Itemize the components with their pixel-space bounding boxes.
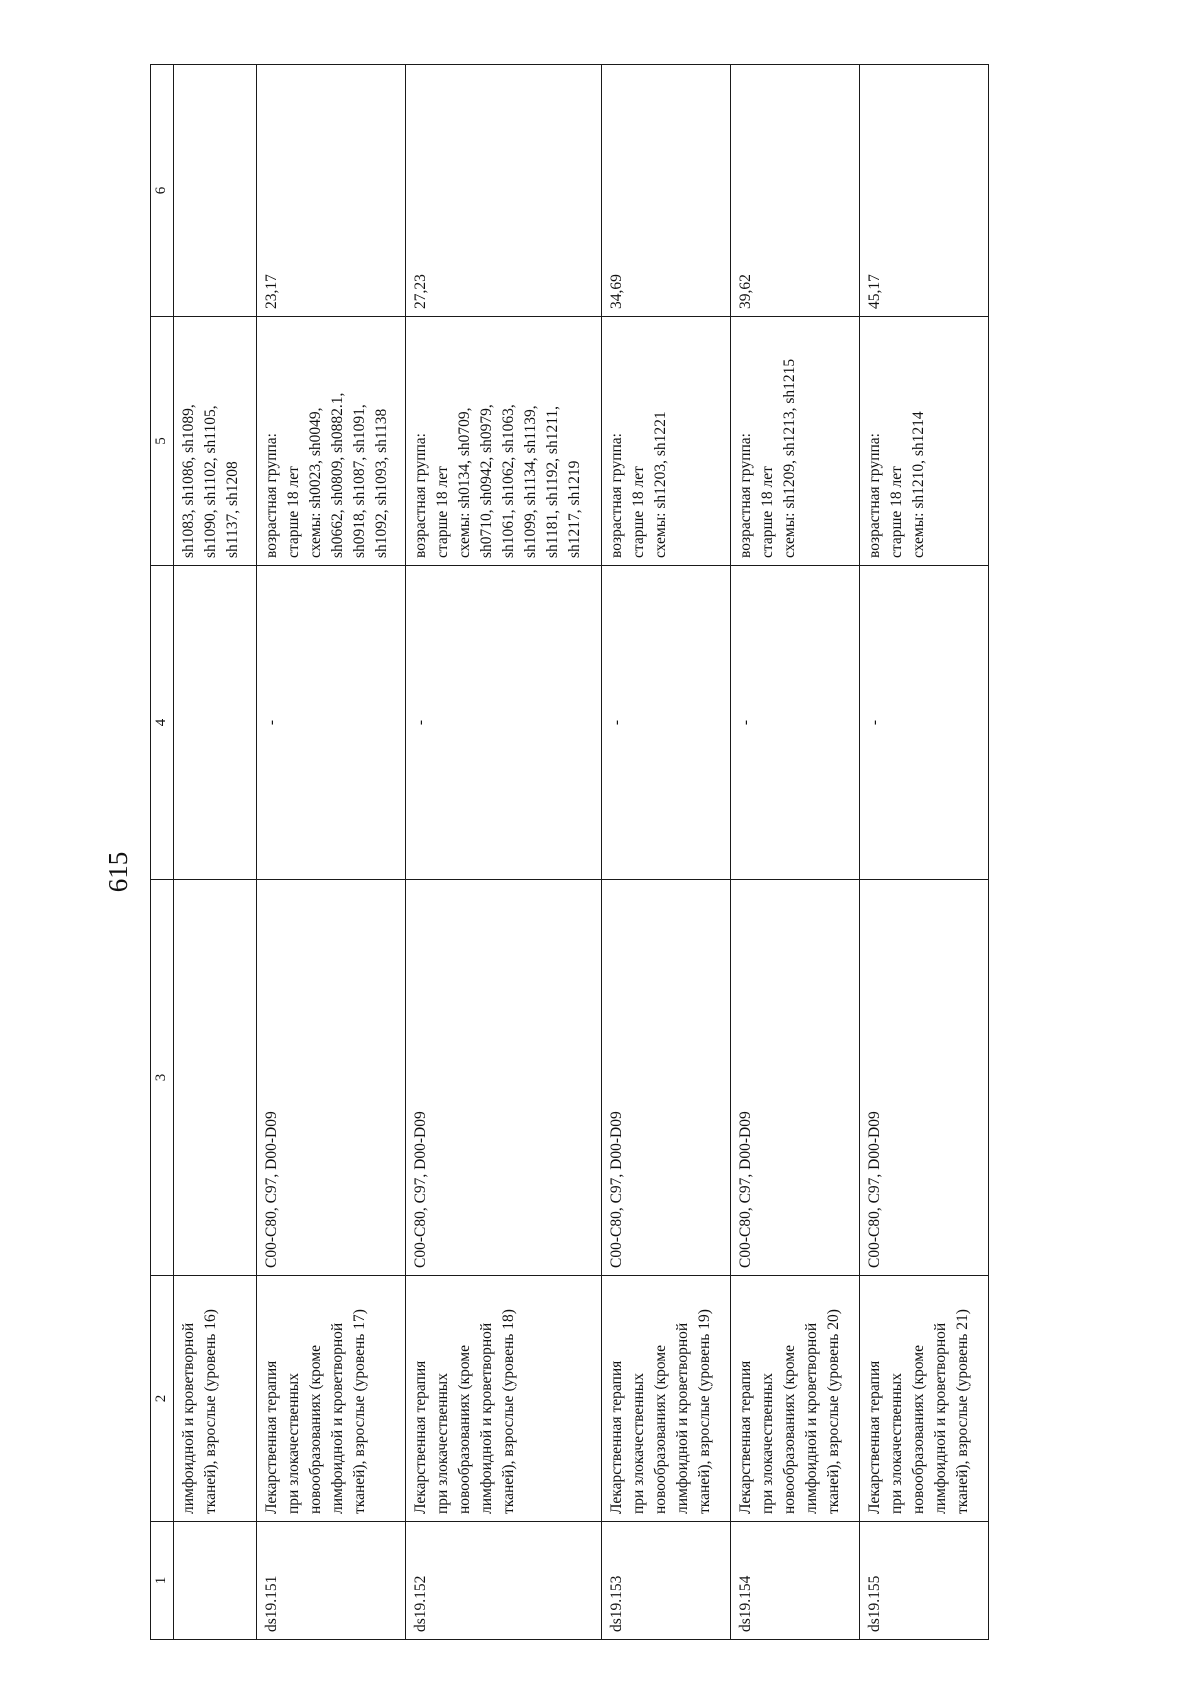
name-cell [257, 1276, 406, 1522]
name-cell [406, 1276, 602, 1522]
criteria-line: схемы: sh1203, sh1221 [652, 411, 669, 558]
criteria-line: sh1099, sh1134, sh1139, [522, 405, 539, 558]
name-line: лимфоидной и кроветворной [180, 1322, 197, 1514]
criteria-line: схемы: sh1209, sh1213, sh1215 [781, 358, 798, 558]
criteria-line: sh1217, sh1219 [566, 460, 583, 558]
column-header: 6 [151, 65, 174, 317]
code-cell [174, 1522, 257, 1640]
criteria-line: возрастная группа: [608, 433, 625, 558]
name-line: тканей), взрослые (уровень 19) [696, 1309, 713, 1514]
name-line: тканей), взрослые (уровень 16) [202, 1309, 219, 1514]
rotated-table-container [150, 65, 1025, 1640]
coefficient-cell: 45,17 [860, 65, 989, 317]
page-number: 615 [103, 851, 133, 893]
service-cell: - [860, 566, 989, 880]
name-line: лимфоидной и кроветворной [803, 1322, 820, 1514]
criteria-line: sh0662, sh0809, sh0882.1, [329, 392, 346, 558]
name-line: Лекарственная терапия [608, 1360, 625, 1514]
coefficient-cell [174, 65, 257, 317]
name-line: Лекарственная терапия [263, 1360, 280, 1514]
coefficient-cell: 27,23 [406, 65, 602, 317]
criteria-line: старше 18 лет [285, 466, 302, 558]
table-row [731, 65, 860, 1640]
criteria-cell [731, 317, 860, 566]
icd-cell [174, 880, 257, 1276]
icd-cell: C00-C80, C97, D00-D09 [602, 880, 731, 1276]
table-row [602, 65, 731, 1640]
icd-cell: C00-C80, C97, D00-D09 [257, 880, 406, 1276]
criteria-line: sh1083, sh1086, sh1089, [180, 404, 197, 558]
criteria-line: sh1092, sh1093, sh1138 [373, 408, 390, 558]
name-line: новообразованиях (кроме [307, 1345, 324, 1514]
name-line: тканей), взрослые (уровень 21) [954, 1309, 971, 1514]
name-cell [602, 1276, 731, 1522]
code-cell: ds19.155 [860, 1522, 989, 1640]
criteria-line: возрастная группа: [263, 433, 280, 558]
name-line: при злокачественных [285, 1373, 302, 1514]
coefficient-cell: 23,17 [257, 65, 406, 317]
table-row [257, 65, 406, 1640]
criteria-line: возрастная группа: [737, 433, 754, 558]
column-header: 4 [151, 566, 174, 880]
service-cell: - [602, 566, 731, 880]
criteria-line: sh1090, sh1102, sh1105, [202, 405, 219, 558]
coefficient-cell: 39,62 [731, 65, 860, 317]
table-row [406, 65, 602, 1640]
code-cell: ds19.151 [257, 1522, 406, 1640]
criteria-line: возрастная группа: [866, 433, 883, 558]
service-cell: - [731, 566, 860, 880]
service-cell: - [257, 566, 406, 880]
header-row [151, 65, 174, 1640]
name-line: лимфоидной и кроветворной [329, 1322, 346, 1514]
name-line: новообразованиях (кроме [910, 1345, 927, 1514]
name-line: тканей), взрослые (уровень 20) [825, 1309, 842, 1514]
criteria-line: sh1137, sh1208 [224, 461, 241, 558]
criteria-line: схемы: sh1210, sh1214 [910, 411, 927, 558]
service-cell [174, 566, 257, 880]
criteria-line: возрастная группа: [412, 433, 429, 558]
icd-cell: C00-C80, C97, D00-D09 [731, 880, 860, 1276]
criteria-line: старше 18 лет [759, 466, 776, 558]
icd-cell: C00-C80, C97, D00-D09 [860, 880, 989, 1276]
name-line: лимфоидной и кроветворной [674, 1322, 691, 1514]
continuation-row [174, 65, 257, 1640]
name-cell [731, 1276, 860, 1522]
icd-cell: C00-C80, C97, D00-D09 [406, 880, 602, 1276]
name-cell [860, 1276, 989, 1522]
criteria-line: старше 18 лет [630, 466, 647, 558]
criteria-cell [860, 317, 989, 566]
column-header: 2 [151, 1276, 174, 1522]
criteria-cell [174, 317, 257, 566]
column-header: 3 [151, 880, 174, 1276]
criteria-cell [257, 317, 406, 566]
criteria-line: старше 18 лет [888, 466, 905, 558]
criteria-line: схемы: sh0134, sh0709, [456, 407, 473, 558]
criteria-line: sh0710, sh0942, sh0979, [478, 404, 495, 558]
name-line: Лекарственная терапия [737, 1360, 754, 1514]
criteria-line: схемы: sh0023, sh0049, [307, 407, 324, 558]
code-cell: ds19.154 [731, 1522, 860, 1640]
column-header: 5 [151, 317, 174, 566]
name-line: новообразованиях (кроме [652, 1345, 669, 1514]
name-line: тканей), взрослые (уровень 18) [500, 1309, 517, 1514]
name-cell [174, 1276, 257, 1522]
name-line: новообразованиях (кроме [781, 1345, 798, 1514]
criteria-line: sh1061, sh1062, sh1063, [500, 404, 517, 558]
name-line: новообразованиях (кроме [456, 1345, 473, 1514]
name-line: Лекарственная терапия [412, 1360, 429, 1514]
name-line: при злокачественных [759, 1373, 776, 1514]
name-line: при злокачественных [630, 1373, 647, 1514]
service-cell: - [406, 566, 602, 880]
code-cell: ds19.152 [406, 1522, 602, 1640]
name-line: при злокачественных [434, 1373, 451, 1514]
coefficient-cell: 34,69 [602, 65, 731, 317]
column-header: 1 [151, 1522, 174, 1640]
criteria-line: sh1181, sh1192, sh1211, [544, 406, 561, 558]
criteria-line: старше 18 лет [434, 466, 451, 558]
tariff-table [150, 64, 989, 1640]
criteria-line: sh0918, sh1087, sh1091, [351, 404, 368, 558]
criteria-cell [602, 317, 731, 566]
code-cell: ds19.153 [602, 1522, 731, 1640]
name-line: при злокачественных [888, 1373, 905, 1514]
table-row [860, 65, 989, 1640]
name-line: лимфоидной и кроветворной [478, 1322, 495, 1514]
name-line: лимфоидной и кроветворной [932, 1322, 949, 1514]
name-line: тканей), взрослые (уровень 17) [351, 1309, 368, 1514]
name-line: Лекарственная терапия [866, 1360, 883, 1514]
criteria-cell [406, 317, 602, 566]
